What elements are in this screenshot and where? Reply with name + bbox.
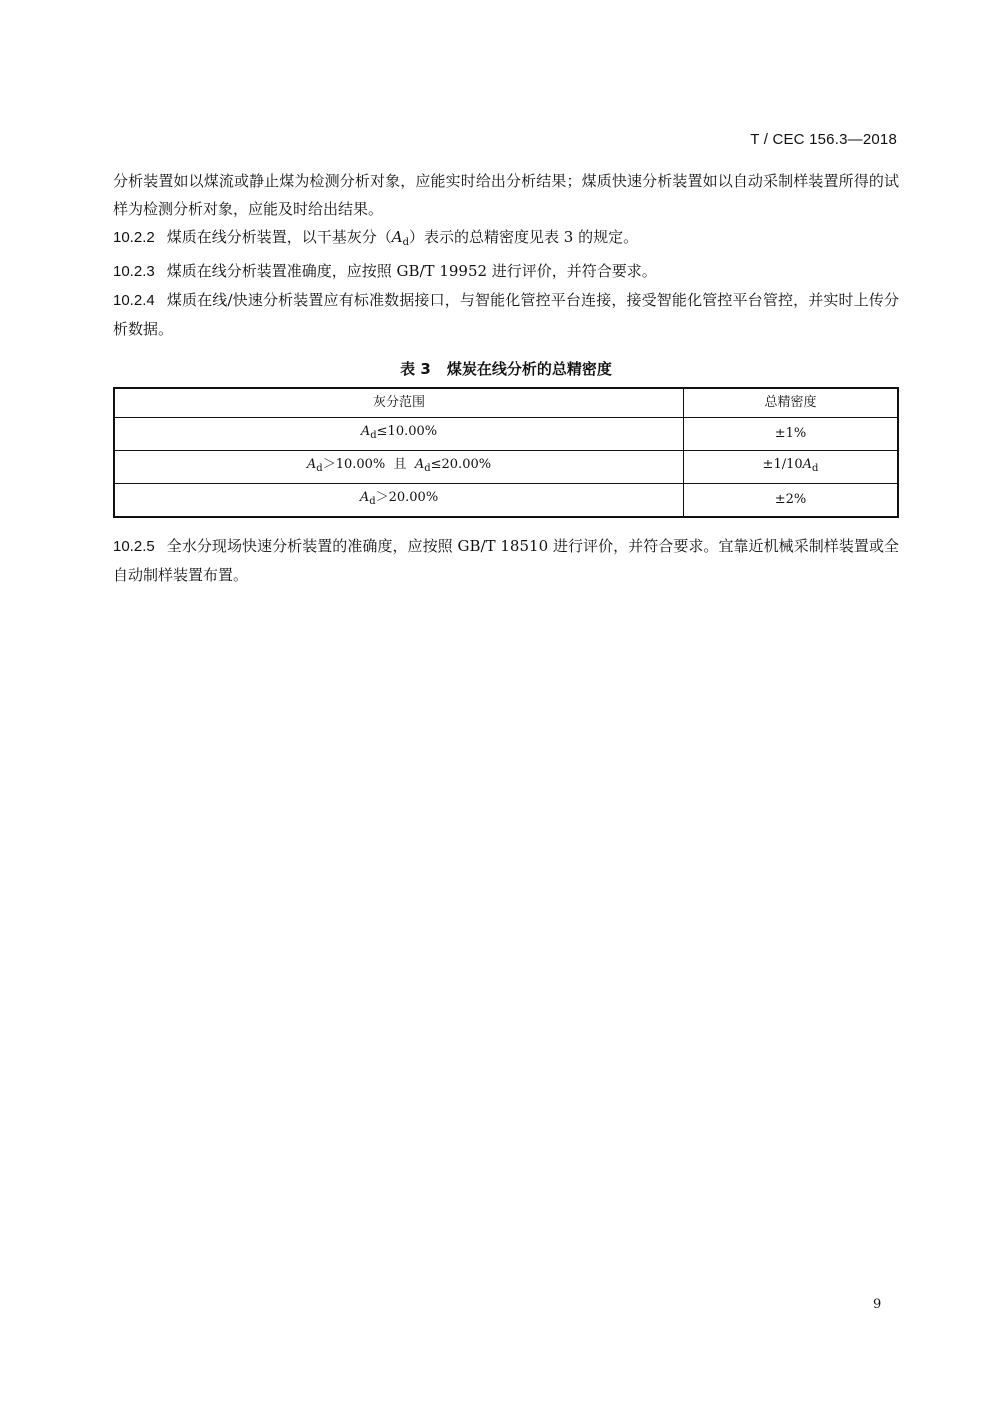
clause-number: 10.2.2: [113, 229, 155, 246]
ash-symbol: A: [391, 228, 403, 246]
precision-cell: ±2%: [684, 484, 899, 518]
main-content: [113, 167, 899, 589]
range-value: ＞20.00%: [375, 490, 439, 505]
range-conjunction: 且: [393, 457, 407, 472]
precision-cell: [684, 451, 899, 484]
clause-number: 10.2.3: [113, 263, 155, 280]
paragraph-10-2-5: [113, 532, 899, 589]
document-id-header: T / CEC 156.3—2018: [750, 131, 897, 148]
precision-value: ±1/10: [762, 457, 803, 472]
table-title: 煤炭在线分析的总精密度: [446, 360, 612, 378]
table-number: 表 3: [400, 360, 431, 378]
header-ash-range: 灰分范围: [114, 388, 684, 418]
table-caption: [113, 357, 899, 381]
clause-number: 10.2.5: [113, 538, 155, 555]
ash-subscript: d: [369, 496, 376, 507]
ash-symbol: A: [414, 457, 425, 472]
ash-range-cell: [114, 484, 684, 518]
range-value: ≤10.00%: [376, 424, 438, 439]
header-total-precision: 总精密度: [684, 388, 899, 418]
clause-text: 煤质在线分析装置准确度，应按照 GB/T 19952 进行评价，并符合要求。: [166, 262, 657, 280]
page-number: 9: [873, 1297, 882, 1312]
ash-range-cell: [114, 418, 684, 451]
clause-text-before: 煤质在线分析装置，以干基灰分（: [166, 228, 392, 246]
table-row: [114, 451, 898, 484]
paragraph-10-2-3: [113, 257, 899, 286]
ash-subscript: d: [316, 463, 323, 474]
ash-symbol: A: [306, 457, 317, 472]
ash-subscript: d: [402, 237, 409, 248]
clause-text: 煤质在线/快速分析装置应有标准数据接口，与智能化管控平台连接，接受智能化管控平台管控，并实时上传分析数据。: [113, 291, 899, 338]
ash-symbol: A: [802, 457, 813, 472]
ash-subscript: d: [370, 430, 377, 441]
precision-table: [113, 387, 899, 518]
ash-symbol: A: [359, 490, 370, 505]
clause-text-after: ）表示的总精密度见表 3 的规定。: [408, 228, 639, 246]
precision-cell: ±1%: [684, 418, 899, 451]
clause-text: 全水分现场快速分析装置的准确度，应按照 GB/T 18510 进行评价，并符合要求。宜靠近机械采制样装置或全自动制样装置布置。: [113, 537, 899, 584]
range-value-upper: ≤20.00%: [430, 457, 492, 472]
ash-subscript: d: [812, 463, 819, 474]
ash-subscript: d: [424, 463, 431, 474]
ash-symbol: A: [360, 424, 371, 439]
table-row: [114, 418, 898, 451]
paragraph-10-2-4: [113, 286, 899, 343]
paragraph-10-2-2: [113, 223, 899, 257]
clause-number: 10.2.4: [113, 292, 155, 309]
table-row: [114, 484, 898, 518]
ash-range-cell: [114, 451, 684, 484]
table-header-row: [114, 388, 898, 418]
paragraph-continuation: 分析装置如以煤流或静止煤为检测分析对象，应能实时给出分析结果；煤质快速分析装置如以自动采制样装置所得的试样为检测分析对象，应能及时给出结果。: [113, 172, 899, 218]
range-value-lower: ＞10.00%: [322, 457, 386, 472]
